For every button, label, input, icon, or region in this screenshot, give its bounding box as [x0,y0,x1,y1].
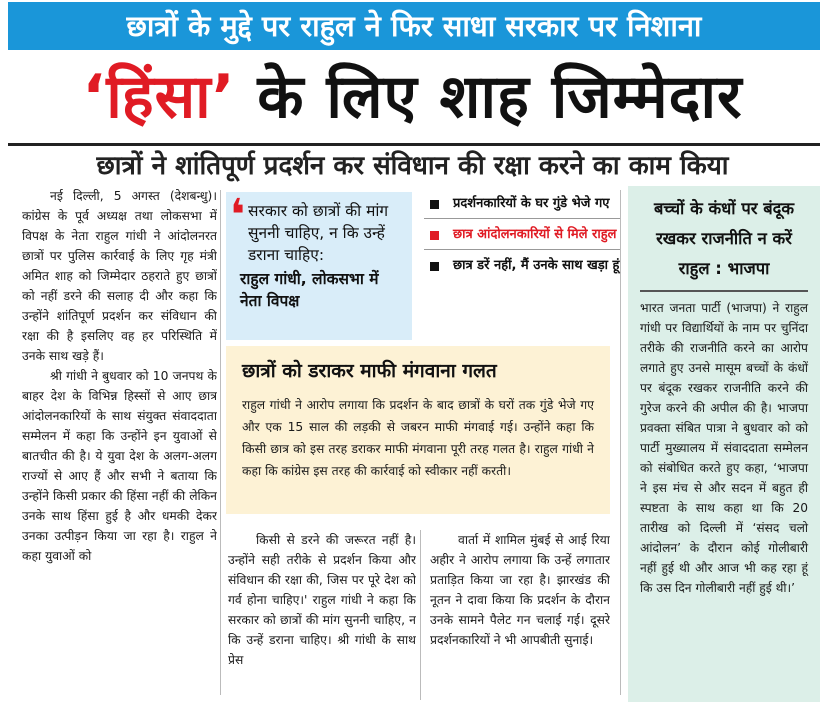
pull-quote [226,192,412,340]
bullet-item [424,225,620,245]
subheadline: छात्रों ने शांतिपूर्ण प्रदर्शन कर संविधान की रक्षा करने का काम किया [96,151,729,181]
bullet-square-icon [430,231,439,240]
pull-quote-author: राहुल गांधी, लोकसभा में नेता विपक्ष [240,270,379,310]
side-story-rule [640,290,808,292]
left-paragraph-1: नई दिल्ली, 5 अगस्त (देशबन्धु)। कांग्रेस के पूर्व अध्यक्ष तथा लोकसभा में विपक्ष के नेता राहुल गांधी ने आंदोलनरत छात्रों पर पुलिस कार्रवाई के लिए गृह मंत्री अमित शाह को जिम्मेदार ठहराते हुए छात्रों को नहीं डरने की सलाह दी और कहा कि उन्होंने शांतिपूर्ण प्रदर्शन कर संविधान की रक्षा की है इसलिए वह हर परिस्थिति में उनके साथ खड़े हैं। [22,189,217,363]
headline-rule [8,143,820,146]
highlight-bullets [424,194,620,340]
middle-column-1 [228,530,416,706]
bullet-text: प्रदर्शनकारियों के घर गुंडे भेजे गए [453,196,610,211]
bullet-text: छात्र आंदोलनकारियों से मिले राहुल [453,227,617,242]
bullet-item [424,194,620,214]
headline-rest: के लिए शाह जिम्मेदार [257,62,743,132]
pull-quote-text: सरकार को छात्रों की मांग सुननी चाहिए, न कि उन्हें डराना चाहिए: [248,202,389,264]
column-divider [420,530,421,700]
bullet-square-icon [430,200,439,209]
headline-quoted-word: ‘हिंसा’ [82,62,236,132]
column-divider [220,190,221,695]
left-paragraph-2: श्री गांधी ने बुधवार को 10 जनपथ के बाहर देश के विभिन्न हिस्सों से आए छात्र आंदोलनकारियों के साथ संयुक्त संवाददाता सम्मेलन में कहा कि उन्होंने इन युवाओं से बातचीत की है। ये युवा देश के अलग-अलग राज्यों से आए हैं और सभी ने बताया कि उन्होंने किसी प्रकार की हिंसा नहीं की लेकिन उनके साथ हिंसा हुई है और धमकी देकर उनका उत्पीड़न किया जा रहा है। राहुल ने कहा युवाओं को [22,369,217,563]
inner-story-heading: छात्रों को डराकर माफी मंगवाना गलत [242,360,497,382]
bullet-item [424,256,620,276]
side-story-box [628,186,820,702]
inner-story-box [226,346,610,514]
left-column [22,186,217,706]
quote-mark-icon: ❛ [230,190,246,241]
side-story-text: भारत जनता पार्टी (भाजपा) ने राहुल गांधी पर विद्यार्थियों के नाम पर चुनिंदा तरीके की राजनीति करने का आरोप लगाते हुए उनसे मासूम बच्चों के कंधों पर बंदूक रखकर राजनीति करने की गुरेज करने की अपील की है। भाजपा प्रवक्ता संबित पात्रा ने बुधवार को को पार्टी मुख्यालय में संवाददाता सम्मेलन को संबोधित करते हुए कहा, ‘भाजपा ने इस मंच से और सदन में बहुत ही स्पष्टता के साथ कहा था कि 20 तारीख को दिल्ली में ‘संसद चलो आंदोलन’ के दौरान कोई गोलीबारी नहीं हुई थी और आज भी कह रहा हूं कि उस दिन गोलीबारी नहीं हुई थी।’ [640,301,808,595]
bullet-divider [424,218,620,219]
middle-column-2-text: वार्ता में शामिल मुंबई से आई रिया अहीर ने आरोप लगाया कि उन्हें लगातार प्रताड़ित किया जा रहा है। झारखंड की नूतन ने दावा किया कि प्रदर्शन के दौरान उनके सामने पैलेट गन चलाई गई। दूसरे प्रदर्शनकारियों ने भी आपबीती सुनाई। [430,533,610,647]
middle-column-1-text: किसी से डरने की जरूरत नहीं है। उन्होंने सही तरीके से प्रदर्शन किया और संविधान की रक्षा की, जिस पर पूरे देश को गर्व होना चाहिए।' राहुल गांधी ने कहा कि सरकार को छात्रों की मांग सुननी चाहिए, न कि उन्हें डराना चाहिए। श्री गांधी के साथ प्रेस [228,533,416,667]
side-story-heading: बच्चों के कंधों पर बंदूक रखकर राजनीति न करें राहुल : भाजपा [653,199,795,278]
bullet-divider [424,249,620,250]
main-headline [0,54,825,140]
bullet-text: छात्र डरें नहीं, मैं उनके साथ खड़ा हूं [453,258,620,273]
inner-story-text: राहुल गांधी ने आरोप लगाया कि प्रदर्शन के बाद छात्रों के घरों तक गुंडे भेजे गए और एक 15 साल की लड़की से जबरन माफी मंगवाई गई। उन्होंने कहा कि किसी छात्र को इस तरह डराकर माफी मंगवाना पूरी तरह गलत है। राहुल गांधी ने कहा कि कांग्रेस इस तरह की कार्रवाई को स्वीकार नहीं करती। [242,398,594,478]
bullet-square-icon [430,262,439,271]
middle-column-2 [430,530,610,706]
column-divider [620,190,621,695]
strap-headline: छात्रों के मुद्दे पर राहुल ने फिर साधा सरकार पर निशाना [8,2,820,50]
